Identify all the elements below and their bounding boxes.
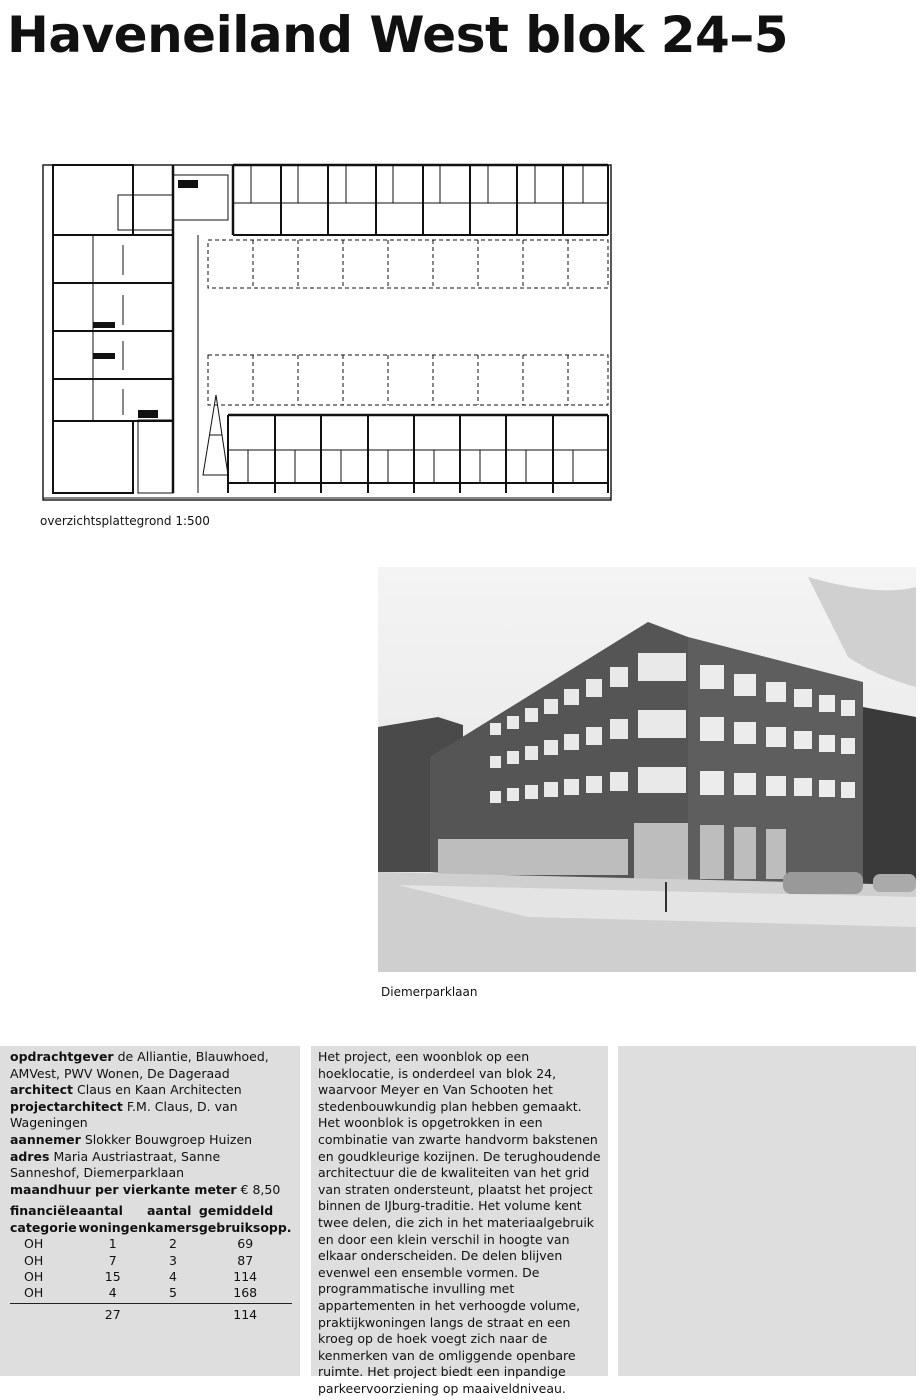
credit-rent — [10, 1182, 292, 1199]
table-total-row — [10, 1303, 292, 1323]
page-title: Haveneiland West blok 24–5 — [7, 6, 789, 64]
credit-value: € 8,50 — [240, 1181, 281, 1197]
table-cell: OH — [24, 1236, 44, 1252]
table-cell — [147, 1303, 199, 1323]
table-cell: OH — [24, 1268, 44, 1284]
table-cell: 4 — [168, 1268, 177, 1284]
table-header-row — [10, 1203, 292, 1236]
table-cell: 114 — [199, 1303, 292, 1323]
table-row — [10, 1285, 292, 1303]
table-cell: 168 — [233, 1285, 258, 1301]
table-row — [10, 1236, 292, 1252]
credit-value: Slokker Bouwgroep Huizen — [84, 1131, 253, 1147]
table-cell: 114 — [233, 1268, 258, 1284]
column-header: aantal woningen — [78, 1203, 147, 1235]
table-cell: 7 — [108, 1252, 117, 1268]
table-cell: 1 — [108, 1236, 117, 1252]
credit-value: F.M. Claus, D. van Wageningen — [10, 1098, 238, 1131]
building-photo — [378, 567, 916, 972]
credit-label: maandhuur per vierkante meter — [10, 1181, 237, 1197]
table-cell: OH — [24, 1285, 44, 1301]
table-row — [10, 1269, 292, 1285]
credit-client — [10, 1049, 292, 1082]
table-cell: 87 — [237, 1252, 254, 1268]
table-cell — [10, 1303, 78, 1323]
credit-value: de Alliantie, Blauwhoed, AMVest, PWV Wonen, De Dageraad — [10, 1049, 269, 1081]
table-cell: 2 — [168, 1236, 177, 1252]
plan-caption: overzichtsplattegrond 1:500 — [40, 514, 210, 528]
credits-panel — [0, 1046, 300, 1376]
credit-address — [10, 1149, 292, 1182]
credit-label: adres — [10, 1148, 50, 1164]
table-cell: 5 — [168, 1285, 177, 1301]
table-cell: OH — [24, 1252, 44, 1268]
table-cell: 15 — [104, 1268, 121, 1284]
table-cell: 4 — [108, 1285, 117, 1301]
credits-list — [10, 1049, 292, 1198]
floor-plan-drawing — [38, 155, 616, 505]
credit-value: Maria Austriastraat, Sanne Sanneshof, Diemerparklaan — [10, 1148, 221, 1181]
table-cell: 3 — [168, 1252, 177, 1268]
table-cell: 27 — [78, 1303, 147, 1323]
credit-label: aannemer — [10, 1131, 81, 1147]
table-row — [10, 1253, 292, 1269]
description-panel — [311, 1046, 608, 1396]
credit-label: architect — [10, 1082, 74, 1098]
financial-table — [10, 1203, 292, 1323]
table-cell: 69 — [237, 1236, 254, 1252]
credit-label: projectarchitect — [10, 1098, 123, 1114]
column-header: gemiddeld gebruiksopp. — [198, 1203, 292, 1235]
credit-architect — [10, 1082, 292, 1099]
photo-caption: Diemerparklaan — [381, 985, 478, 999]
project-description: Het project, een woonblok op een hoeklocatie, is onderdeel van blok 24, waarvoor Meyer en Van Schooten het stedenbouwkundig plan hebben gemaakt. Het woonblok is opgetrokken in een combinatie van zwarte handvorm bakstenen en goudkleurige kozijnen. De terughoudende architectuur die de kwaliteiten van het grid van straten ondersteunt, plaatst het project binnen de IJburg-traditie. Het volume kent twee delen, die zich in het materiaalgebruik en door een klein verschil in hoogte van elkaar onderscheiden. De delen blijven evenwel een ensemble vormen. De programmatische invulling met appartementen in het verhoogde volume, praktijkwoningen langs de straat en een kroeg op de hoek voegt zich naar de kenmerken van de omliggende openbare ruimte. Het project biedt een inpandige parkeervoorziening op maaiveldniveau. — [318, 1049, 601, 1396]
empty-panel — [618, 1046, 916, 1376]
credit-label: opdrachtgever — [10, 1049, 114, 1064]
column-header: financiële categorie — [10, 1203, 79, 1235]
credit-contractor — [10, 1132, 292, 1149]
column-header: aantal kamers — [146, 1203, 199, 1235]
credit-project-architect — [10, 1099, 292, 1132]
credit-value: Claus en Kaan Architecten — [77, 1082, 242, 1098]
